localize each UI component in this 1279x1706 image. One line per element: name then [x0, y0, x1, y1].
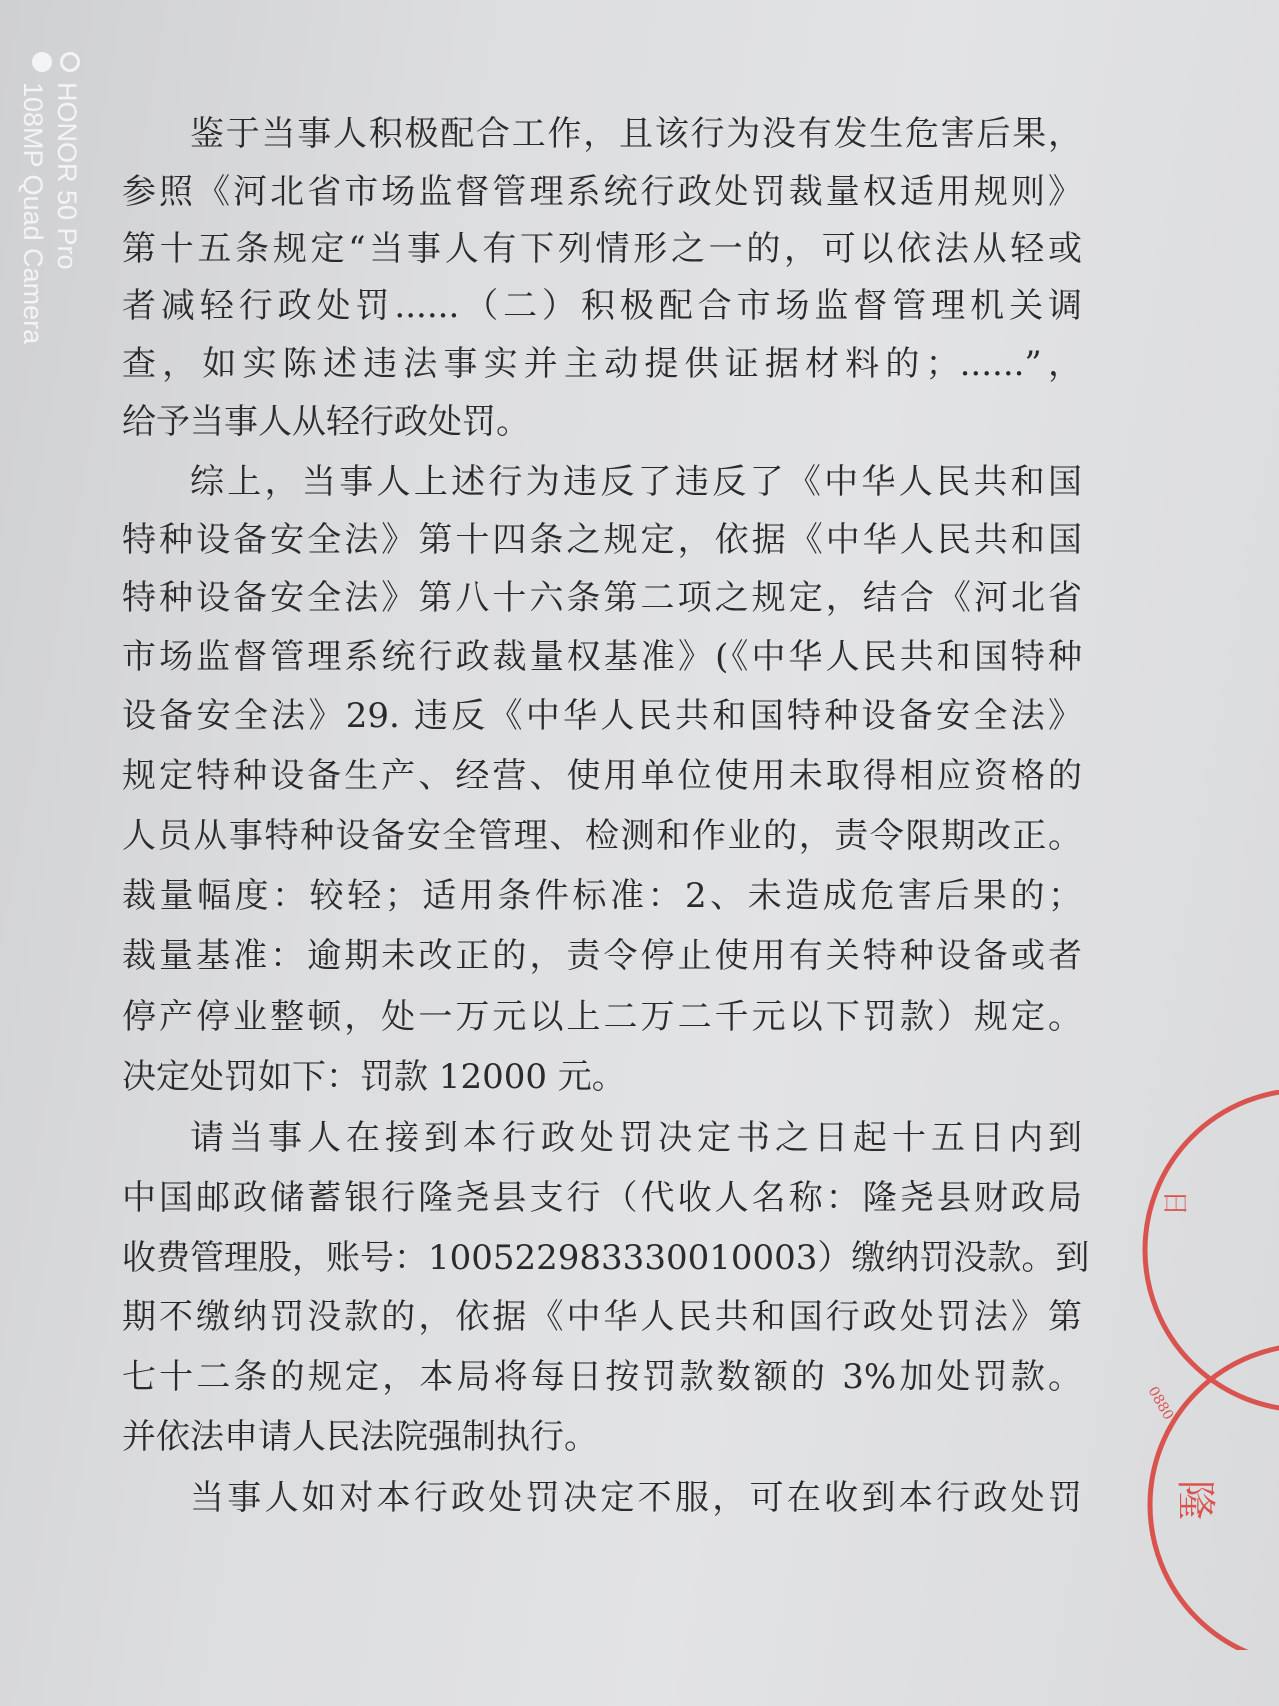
- text-line: 参照《河北省市场监督管理系统行政处罚裁量权适用规则》: [122, 172, 1082, 212]
- text-line: 规定特种设备生产、经营、使用单位使用未取得相应资格的: [122, 756, 1082, 796]
- watermark-camera: 108MP Quad Camera: [18, 82, 48, 345]
- text-line: 裁量幅度：较轻；适用条件标准：2、未造成危害后果的；: [122, 876, 1082, 916]
- text-line: 期不缴纳罚没款的，依据《中华人民共和国行政处罚法》第: [122, 1297, 1082, 1337]
- text-line: 综上，当事人上述行为违反了违反了《中华人民共和国: [190, 462, 1082, 502]
- text-line: 第十五条规定“当事人有下列情形之一的，可以依法从轻或: [122, 229, 1082, 269]
- red-seal-stamps: [1120, 1090, 1279, 1650]
- text-line: 七十二条的规定，本局将每日按罚款数额的 3%加处罚款。: [122, 1357, 1082, 1397]
- text-line: 者减轻行政处罚......（二）积极配合市场监督管理机关调: [122, 286, 1082, 326]
- stamp-text-2: 隆: [1172, 1480, 1218, 1520]
- text-line: 市场监督管理系统行政裁量权基准》(《中华人民共和国特种: [122, 637, 1082, 677]
- text-line: 人员从事特种设备安全管理、检测和作业的，责令限期改正。: [122, 816, 1082, 856]
- text-line: 裁量基准：逾期未改正的，责令停止使用有关特种设备或者: [122, 936, 1082, 976]
- stamp-text: 日: [1159, 1190, 1189, 1217]
- text-line: 查，如实陈述违法事实并主动提供证据材料的；......”，: [122, 344, 1082, 384]
- stamp-number: 0880: [1144, 1384, 1177, 1423]
- text-line: 停产停业整顿，处一万元以上二万二千元以下罚款）规定。: [122, 997, 1082, 1037]
- text-line: 中国邮政储蓄银行隆尧县支行（代收人名称：隆尧县财政局: [122, 1178, 1082, 1218]
- text-line: 收费管理股，账号：100522983330010003）缴纳罚没款。到: [122, 1238, 1090, 1278]
- camera-watermark: [16, 52, 84, 344]
- text-line: 决定处罚如下：罚款 12000 元。: [122, 1057, 626, 1097]
- text-line: 特种设备安全法》第八十六条第二项之规定，结合《河北省: [122, 578, 1082, 618]
- camera-dots-icon: [32, 52, 84, 72]
- text-line: 特种设备安全法》第十四条之规定，依据《中华人民共和国: [122, 520, 1082, 560]
- text-line: 鉴于当事人积极配合工作，且该行为没有发生危害后果，: [190, 114, 1082, 154]
- text-line: 设备安全法》29. 违反《中华人民共和国特种设备安全法》: [122, 696, 1082, 736]
- text-line: 请当事人在接到本行政处罚决定书之日起十五日内到: [190, 1118, 1082, 1158]
- watermark-model: HONOR 50 Pro: [52, 82, 82, 270]
- red-seal-stamp: [1145, 1090, 1279, 1410]
- text-line: 当事人如对本行政处罚决定不服，可在收到本行政处罚: [190, 1478, 1082, 1518]
- text-line: 并依法申请人民法院强制执行。: [122, 1417, 598, 1457]
- text-line: 给予当事人从轻行政处罚。: [122, 402, 530, 442]
